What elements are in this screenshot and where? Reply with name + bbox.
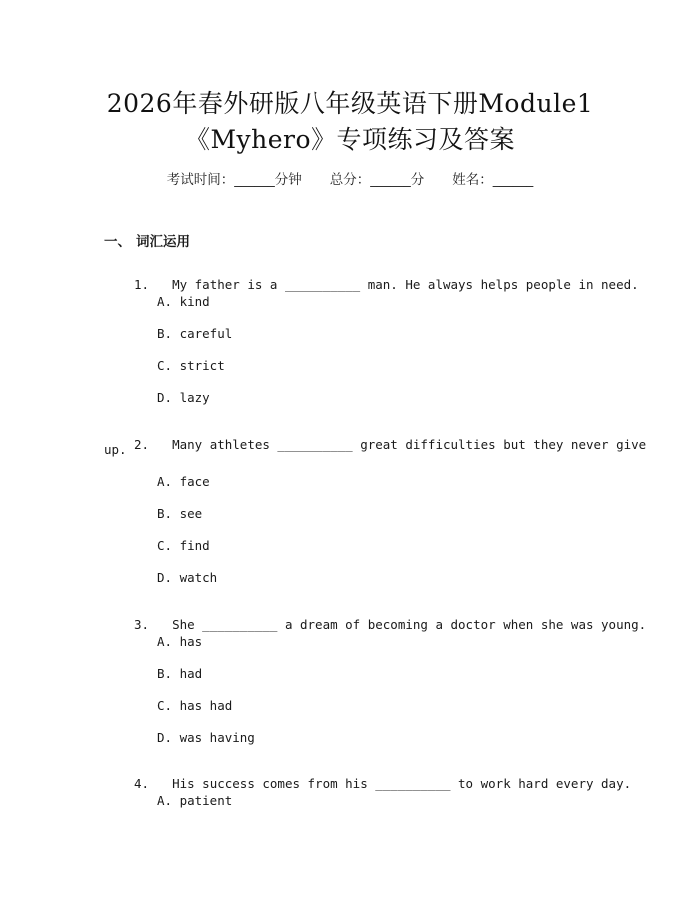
- question-4: [133, 761, 632, 791]
- option-2c: C. find: [157, 538, 210, 553]
- exam-meta: [0, 168, 700, 188]
- option-1a: A. kind: [157, 294, 210, 309]
- document-title-line1: 2026年春外研版八年级英语下册Module1: [106, 89, 594, 118]
- option-1c: C. strict: [157, 358, 225, 373]
- question-text: My father is a __________ man. He always helps people in need.: [172, 277, 639, 292]
- option-3c: C. has had: [157, 698, 233, 713]
- question-1: [133, 262, 639, 292]
- option-4a: A. patient: [157, 793, 233, 808]
- option-3d: D. was having: [157, 730, 255, 745]
- option-1b: B. careful: [157, 326, 233, 341]
- question-3: [133, 602, 647, 632]
- question-number: 2.: [133, 437, 149, 452]
- option-3b: B. had: [157, 666, 203, 681]
- section-number: 一、: [104, 234, 131, 250]
- question-text: His success comes from his __________ to work hard every day.: [172, 776, 632, 791]
- question-text: Many athletes __________ great difficulties but they never give: [172, 437, 647, 452]
- option-2d: D. watch: [157, 570, 218, 585]
- question-2: [133, 422, 647, 452]
- question-2-continuation: up.: [104, 442, 127, 457]
- option-2a: A. face: [157, 474, 210, 489]
- option-1d: D. lazy: [157, 390, 210, 405]
- document-title-line2: 《Myhero》专项练习及答案: [184, 125, 516, 154]
- section-heading: [104, 230, 190, 250]
- question-number: 4.: [133, 776, 149, 791]
- question-number: 1.: [133, 277, 149, 292]
- question-number: 3.: [133, 617, 149, 632]
- section-title: 词汇运用: [136, 234, 190, 250]
- score-field: 总分：______分: [329, 172, 425, 188]
- question-text: She __________ a dream of becoming a doctor when she was young.: [172, 617, 647, 632]
- option-2b: B. see: [157, 506, 203, 521]
- option-3a: A. has: [157, 634, 203, 649]
- name-field: 姓名：______: [452, 172, 534, 188]
- time-field: 考试时间：______分钟: [166, 172, 302, 188]
